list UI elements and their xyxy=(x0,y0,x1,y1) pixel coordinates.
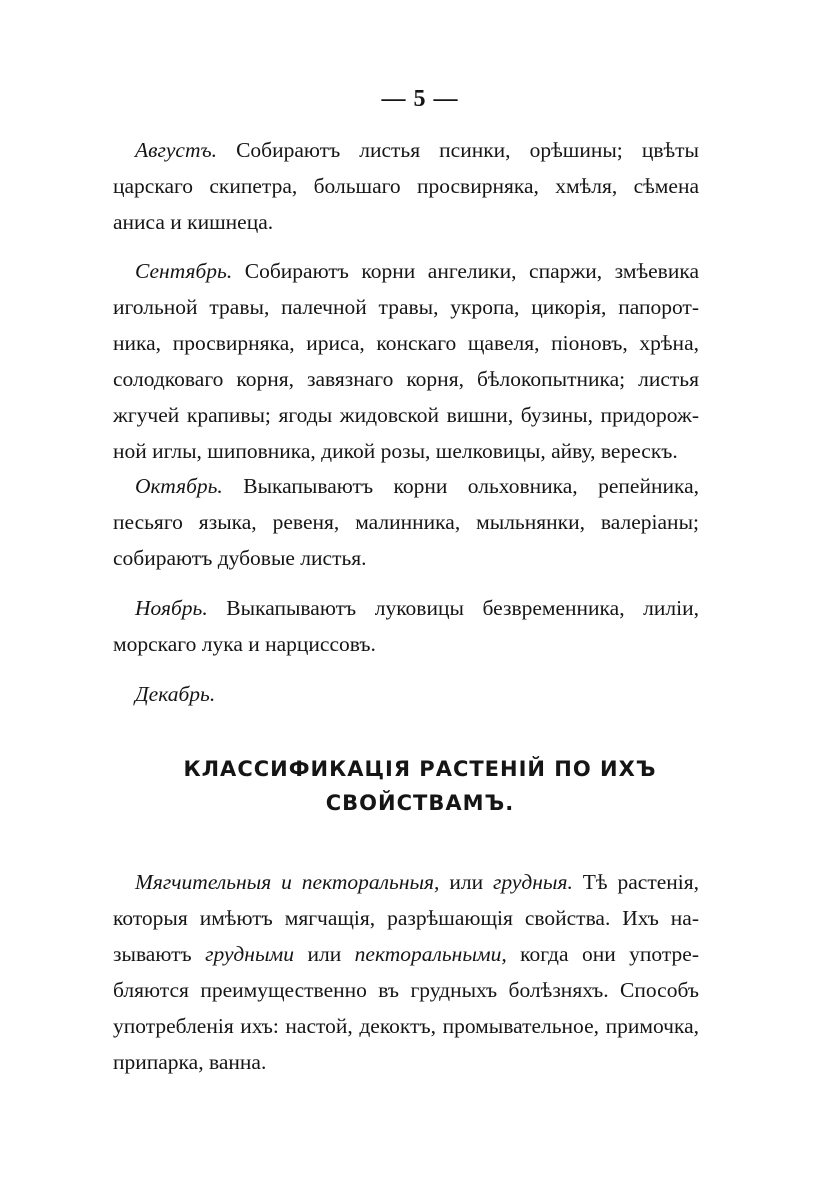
text-line: аниса и кишнеца. xyxy=(113,210,274,234)
text-line: ника, просвирняка, ириса, конскаго щавеля, піоновъ, хрѣна, xyxy=(113,331,699,355)
text-line xyxy=(113,676,699,712)
text-line: жгучей крапивы; ягоды жидовской вишни, бузины, придорож- xyxy=(113,403,699,427)
text-line: зываютъ грудными или пекторальными, когда они употре- xyxy=(113,942,699,966)
paragraph-august xyxy=(113,132,699,240)
text-line: царскаго скипетра, большаго просвирняка, хмѣля, сѣмена xyxy=(113,174,699,198)
month-label-august: Августъ. xyxy=(135,138,218,162)
text-line: ной иглы, шиповника, дикой розы, шелковицы, айву, верескъ. xyxy=(113,439,678,463)
text-line: песьяго языка, ревеня, малинника, мыльнянки, валеріаны; xyxy=(113,510,699,534)
paragraph-november xyxy=(113,590,699,662)
text-line: игольной травы, палечной травы, укропа, цикорія, папорот- xyxy=(113,295,699,319)
paragraph-december xyxy=(113,676,699,712)
text-line: бляются преимущественно въ грудныхъ болѣзняхъ. Способъ xyxy=(113,978,699,1002)
section-heading xyxy=(0,752,840,820)
text-line: Августъ. Собираютъ листья псинки, орѣшины; цвѣты xyxy=(135,138,699,162)
text-line: Ноябрь. Выкапываютъ луковицы безвременника, лиліи, xyxy=(135,596,699,620)
text-line: солодковаго корня, завязнаго корня, бѣлокопытника; листья xyxy=(113,367,699,391)
month-label-september: Сентябрь. xyxy=(135,259,233,283)
text-line: Октябрь. Выкапываютъ корни ольховника, репейника, xyxy=(135,474,699,498)
text-line: Сентябрь. Собираютъ корни ангелики, спаржи, змѣевика xyxy=(135,259,699,283)
page-number: — 5 — xyxy=(381,86,459,112)
paragraph-october xyxy=(113,468,699,576)
text-line: припарка, ванна. xyxy=(113,1050,267,1074)
paragraph-september xyxy=(113,253,699,469)
text-line: собираютъ дубовые листья. xyxy=(113,546,367,570)
text-line: которыя имѣютъ мягчащія, разрѣшающія свойства. Ихъ на- xyxy=(113,906,699,930)
month-label-october: Октябрь. xyxy=(135,474,223,498)
section-heading-line: КЛАССИФИКАЦІЯ РАСТЕНІЙ ПО ИХЪ xyxy=(183,757,657,781)
month-label-november: Ноябрь. xyxy=(135,596,208,620)
text-line: Мягчительныя и пекторальныя, или грудныя. Тѣ растенія, xyxy=(135,870,700,894)
text-line: морскаго лука и нарциссовъ. xyxy=(113,632,376,656)
paragraph-classification xyxy=(113,864,699,1080)
month-label-december: Декабрь. xyxy=(135,682,216,706)
text-line: употребленія ихъ: настой, декоктъ, промывательное, примочка, xyxy=(113,1014,699,1038)
section-heading-line: СВОЙСТВАМЪ. xyxy=(325,791,515,815)
